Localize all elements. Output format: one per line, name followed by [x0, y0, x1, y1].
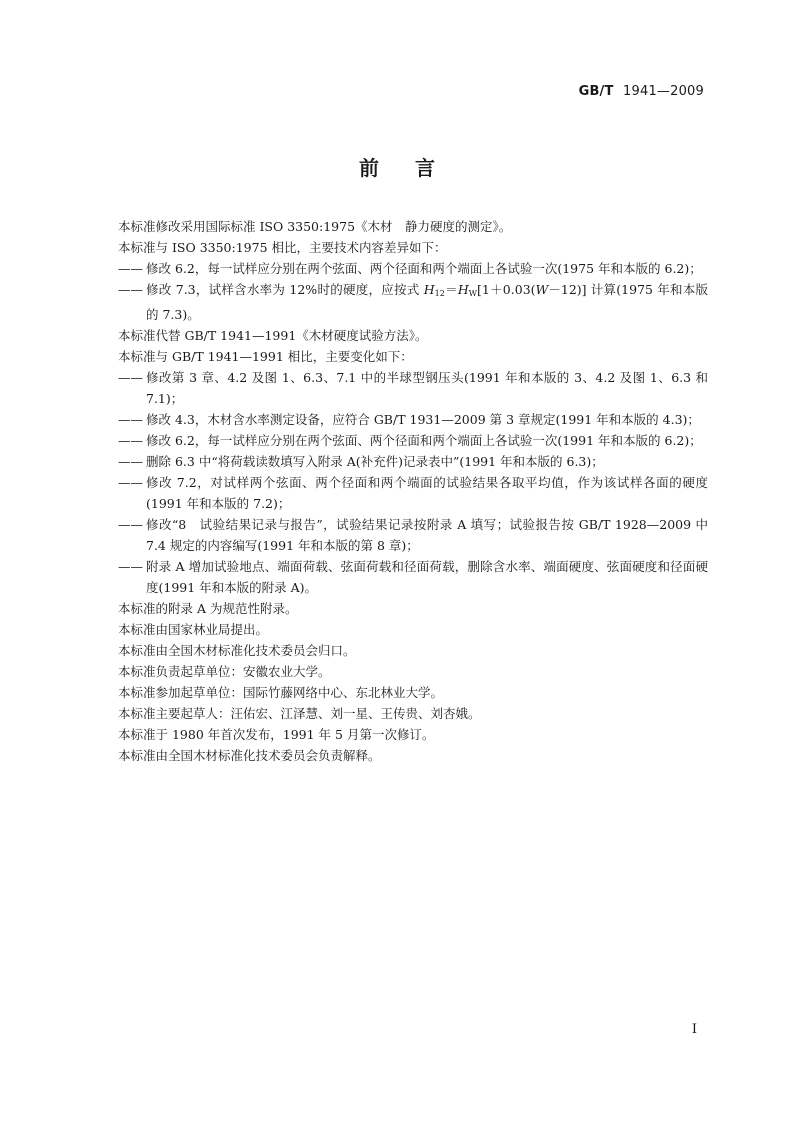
list-item-text: 修改第 3 章、4.2 及图 1、6.3、7.1 中的半球型钢压头(1991 年和本版的 3、4.2 及图 1、6.3 和 7.1)；: [146, 370, 708, 406]
formula-hw: H: [457, 282, 469, 297]
dash-marker: ——: [118, 370, 143, 385]
list-item-text: 修改 7.2，对试样两个弦面、两个径面和两个端面的试验结果各取平均值，作为该试样各面的硬度(1991 年和本版的 7.2)；: [146, 475, 708, 511]
paragraph: 本标准与 GB/T 1941—1991 相比，主要变化如下：: [118, 349, 413, 364]
dash-marker: ——: [118, 282, 143, 297]
list-item-text: 修改 6.2，每一试样应分别在两个弦面、两个径面和两个端面上各试验一次(1991 年和本版的 6.2)；: [146, 433, 702, 448]
dash-marker: ——: [118, 261, 143, 276]
list-item-text: 删除 6.3 中“将荷载读数填写入附录 A(补充件)记录表中”(1991 年和本版的 6.3)；: [146, 454, 604, 469]
page-number: I: [691, 1022, 697, 1037]
formula-w: W: [535, 282, 549, 297]
paragraph: 本标准主要起草人：汪佑宏、江泽慧、刘一星、王传贵、刘杏娥。: [118, 706, 481, 721]
list-item-text: 修改 4.3，木材含水率测定设备，应符合 GB/T 1931—2009 第 3 章规定(1991 年和本版的 4.3)；: [146, 412, 700, 427]
list-item-formula: [118, 279, 708, 325]
list-item: [118, 451, 708, 472]
dash-marker: ——: [118, 433, 143, 448]
paragraph: 本标准的附录 A 为规范性附录。: [118, 601, 298, 616]
dash-marker: ——: [118, 454, 143, 469]
dash-marker: ——: [118, 559, 143, 574]
formula-h: H: [423, 282, 435, 297]
paragraph: 本标准与 ISO 3350:1975 相比，主要技术内容差异如下：: [118, 240, 447, 255]
dash-marker: ——: [118, 412, 143, 427]
formula-tail: －12)] 计算(1975 年和本版的 7.3)。: [146, 282, 708, 322]
list-item: [118, 472, 708, 514]
dash-marker: ——: [118, 517, 143, 532]
standard-prefix: GB/T: [578, 84, 614, 99]
list-item: [118, 514, 708, 556]
formula-mid: [1＋0.03(: [476, 282, 536, 297]
standard-number: 1941—2009: [623, 84, 704, 99]
paragraph: 本标准由国家林业局提出。: [118, 622, 269, 637]
list-item-text: 修改 6.2，每一试样应分别在两个弦面、两个径面和两个端面上各试验一次(1975 年和本版的 6.2)；: [146, 261, 702, 276]
paragraph: 本标准代替 GB/T 1941—1991《木材硬度试验方法》。: [118, 328, 428, 343]
list-item: [118, 556, 708, 598]
standard-code: [579, 84, 704, 99]
paragraph: 本标准修改采用国际标准 ISO 3350:1975《木材 静力硬度的测定》。: [118, 219, 512, 234]
dash-marker: ——: [118, 475, 143, 490]
list-item: [118, 258, 708, 279]
list-item: [118, 367, 708, 409]
paragraph: 本标准于 1980 年首次发布，1991 年 5 月第一次修订。: [118, 727, 435, 742]
paragraph: 本标准参加起草单位：国际竹藤网络中心、东北林业大学。: [118, 685, 444, 700]
formula-eq: ＝: [444, 282, 458, 297]
formula-pre: 修改 7.3，试样含水率为 12%时的硬度，应按式: [146, 282, 424, 297]
paragraph: 本标准由全国木材标准化技术委员会归口。: [118, 643, 356, 658]
formula-h-sub: 12: [434, 289, 445, 298]
formula-hw-sub: W: [468, 289, 477, 298]
list-item: [118, 409, 708, 430]
list-item: [118, 430, 708, 451]
foreword-body: [118, 216, 708, 766]
list-item-text: 修改“8 试验结果记录与报告”，试验结果记录按附录 A 填写；试验报告按 GB/T 1928—2009 中 7.4 规定的内容编写(1991 年和本版的第 8 章)；: [146, 517, 708, 553]
list-item-text: 附录 A 增加试验地点、端面荷载、弦面荷载和径面荷载，删除含水率、端面硬度、弦面硬度和径面硬度(1991 年和本版的附录 A)。: [146, 559, 708, 595]
page-title: 前言: [359, 156, 471, 180]
paragraph: 本标准负责起草单位：安徽农业大学。: [118, 664, 331, 679]
paragraph: 本标准由全国木材标准化技术委员会负责解释。: [118, 748, 381, 763]
